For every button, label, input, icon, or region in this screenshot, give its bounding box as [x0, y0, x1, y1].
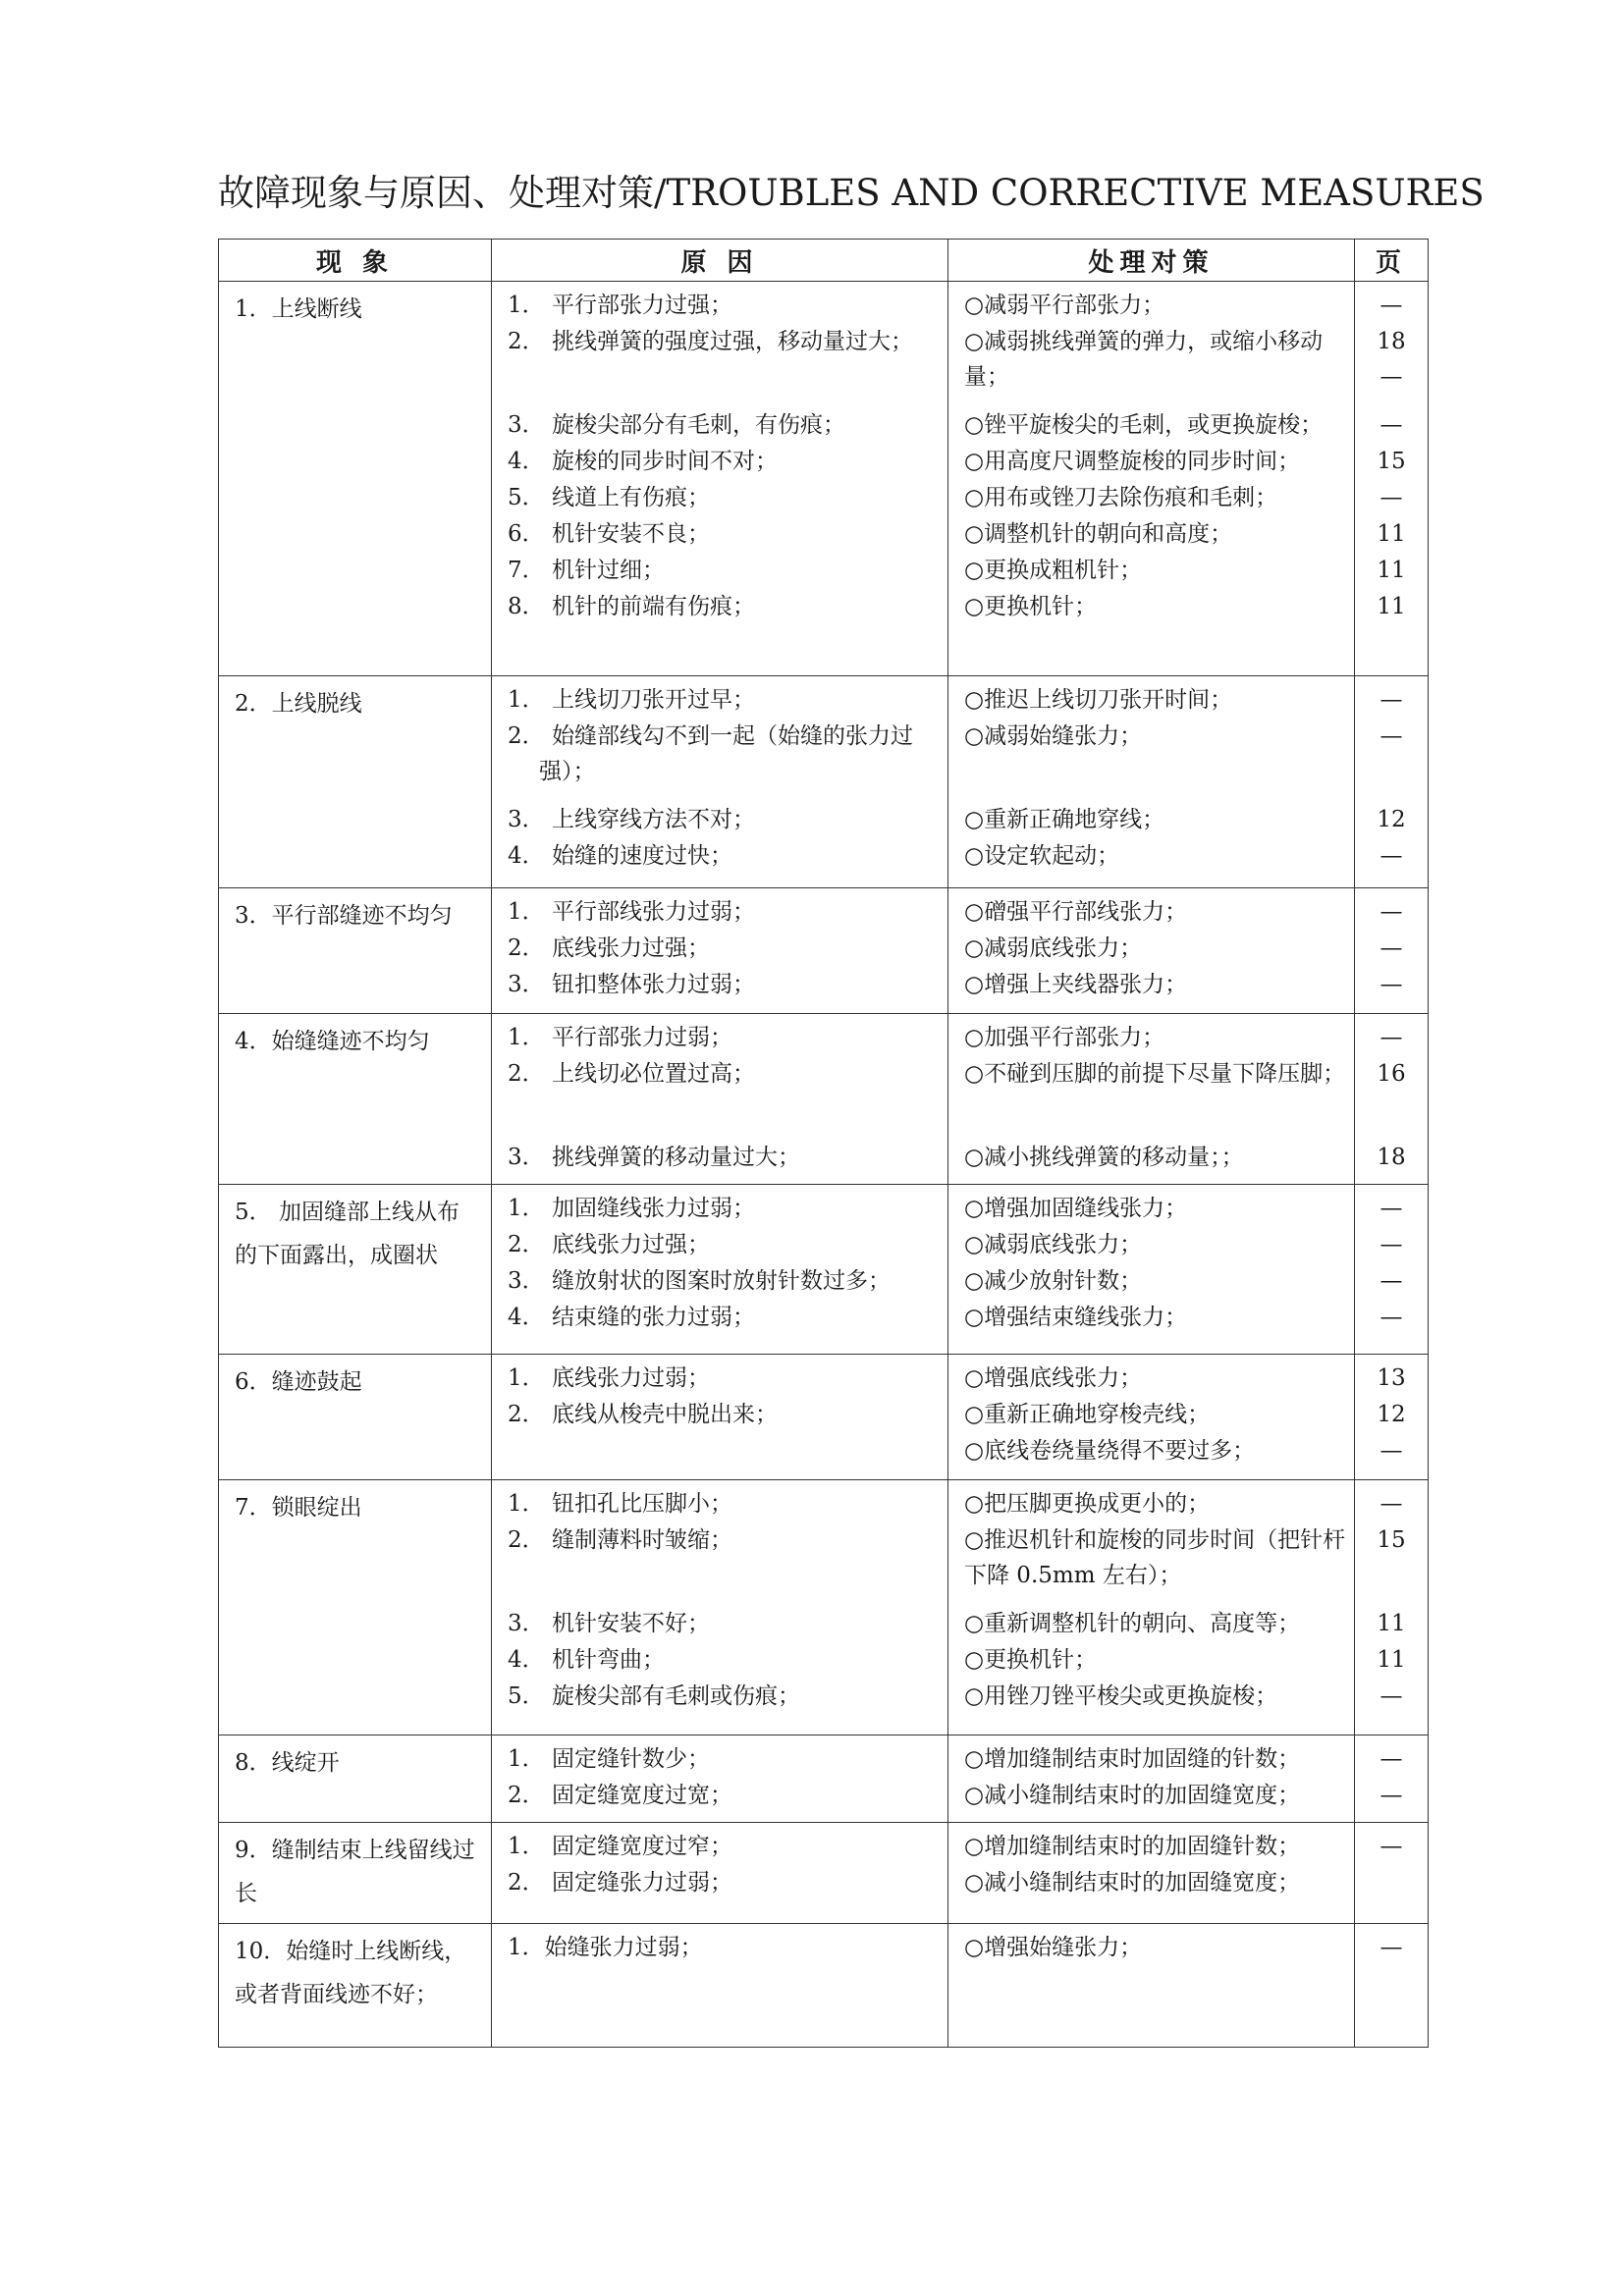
measure-item: ○减弱平行部张力； [964, 293, 1165, 318]
page-ref: — [1380, 293, 1403, 318]
page-ref: — [1380, 1268, 1403, 1294]
measure-cell [948, 1185, 1355, 1355]
phenomenon-cell [219, 1185, 492, 1355]
page-ref: 15 [1377, 449, 1406, 474]
measure-item: ○重新正确地穿线； [964, 807, 1165, 832]
page-ref-item [1355, 589, 1428, 625]
page-ref: — [1380, 935, 1403, 961]
page-ref: — [1380, 485, 1403, 510]
page-cell [1355, 676, 1429, 888]
cause-item: 2． 固定缝宽度过宽； [508, 1783, 732, 1808]
measure-item: ○用高度尺调整旋梭的同步时间； [964, 449, 1301, 474]
measure-item: ○把压脚更换成更小的； [964, 1491, 1211, 1517]
page-title: 故障现象与原因、处理对策/TROUBLES AND CORRECTIVE MEASURES [218, 172, 1485, 214]
table-row [219, 1355, 1429, 1480]
measure-item: ○增强始缝张力； [964, 1935, 1143, 1960]
phenomenon-text: 7．锁眼绽出 [235, 1495, 362, 1521]
page-cell [1355, 1823, 1429, 1924]
page-ref-item [1355, 1140, 1428, 1176]
header-phenomenon: 现 象 [219, 240, 492, 282]
page-cell [1355, 1355, 1429, 1480]
page-ref-item [1355, 1829, 1428, 1865]
page-ref: — [1380, 1783, 1403, 1808]
phenomenon-cell [219, 1823, 492, 1924]
page-ref-item [1355, 1397, 1428, 1433]
page-ref: 11 [1377, 521, 1406, 547]
page-cell [1355, 888, 1429, 1014]
cause-cell [492, 888, 948, 1014]
page-ref-item [1355, 1191, 1428, 1227]
page-ref-item [1355, 1433, 1428, 1469]
table-row [219, 676, 1429, 888]
table-row [219, 1185, 1429, 1355]
measure-item: ○增加缝制结束时加固缝的针数； [964, 1746, 1301, 1772]
page-ref-item [1355, 1679, 1428, 1715]
page-ref-item [1355, 444, 1428, 480]
measure-item: ○更换机针； [964, 594, 1098, 619]
measure-item: ○锉平旋梭尖的毛刺，或更换旋梭； [964, 412, 1324, 438]
page-cell [1355, 1014, 1429, 1185]
page-ref-item [1355, 1056, 1428, 1140]
measure-item: ○重新调整机针的朝向、高度等； [964, 1611, 1301, 1636]
page-ref: 11 [1377, 1611, 1406, 1636]
page-ref: — [1380, 412, 1403, 438]
cause-item: 1． 上线切刀张开过早； [508, 687, 755, 713]
cause-item: 1． 平行部张力过强； [508, 293, 732, 318]
phenomenon-text: 5． 加固缝部上线从布的下面露出，成圈状 [235, 1200, 460, 1268]
cause-item: 2． 底线张力过强； [508, 1232, 710, 1257]
page-ref: 11 [1377, 558, 1406, 583]
measure-cell [948, 1480, 1355, 1735]
phenomenon-cell [219, 676, 492, 888]
page-ref: 11 [1377, 594, 1406, 619]
cause-item: 2． 底线张力过强； [508, 935, 710, 961]
measure-cell [948, 1355, 1355, 1480]
phenomenon-cell [219, 888, 492, 1014]
page-ref: 12 [1377, 1402, 1406, 1427]
cause-item: 1． 固定缝针数少； [508, 1746, 710, 1772]
measure-item: ○推迟机针和旋梭的同步时间（把针杆下降 0.5mm 左右）； [964, 1527, 1346, 1588]
page-ref-item [1355, 1263, 1428, 1300]
page-ref-item [1355, 553, 1428, 589]
cause-item: 3． 上线穿线方法不对； [508, 807, 755, 832]
cause-cell [492, 1924, 948, 2048]
table-row [219, 1924, 1429, 2048]
page-ref: 11 [1377, 1647, 1406, 1673]
cause-item: 4． 结束缝的张力过弱； [508, 1305, 755, 1330]
cause-item: 7． 机针过细； [508, 558, 665, 583]
page-ref: — [1380, 1305, 1403, 1330]
measure-item: ○用锉刀锉平梭尖或更换旋梭； [964, 1683, 1278, 1709]
cause-item: 1． 底线张力过弱； [508, 1365, 710, 1391]
measure-item: ○减少放射针数； [964, 1268, 1143, 1294]
page-ref-secondary: — [1380, 364, 1403, 390]
cause-item: 4． 始缝的速度过快； [508, 843, 732, 869]
page-ref-item [1355, 802, 1428, 838]
page-ref: 15 [1377, 1527, 1406, 1553]
page-ref: 18 [1377, 1145, 1406, 1170]
troubles-table [218, 239, 1429, 2048]
cause-item: 1． 平行部张力过弱； [508, 1025, 732, 1050]
page-ref: — [1380, 1834, 1403, 1859]
phenomenon-cell [219, 1014, 492, 1185]
page-ref-item [1355, 967, 1428, 1003]
phenomenon-text: 10．始缝时上线断线，或者背面线迹不好； [235, 1939, 467, 2007]
table-row [219, 1735, 1429, 1823]
cause-cell [492, 676, 948, 888]
page-ref-item [1355, 1227, 1428, 1263]
page-ref: — [1380, 723, 1403, 749]
page-ref-item [1355, 1486, 1428, 1522]
page-ref: — [1380, 843, 1403, 869]
measure-item: ○调整机针的朝向和高度； [964, 521, 1233, 547]
page-ref-item [1355, 516, 1428, 553]
page-ref: 12 [1377, 807, 1406, 832]
measure-item: ○重新正确地穿梭壳线； [964, 1402, 1211, 1427]
page-ref: — [1380, 1196, 1403, 1221]
measure-item: ○不碰到压脚的前提下尽量下降压脚； [964, 1061, 1346, 1087]
cause-item: 8． 机针的前端有伤痕； [508, 594, 755, 619]
cause-item: 6． 机针安装不良； [508, 521, 710, 547]
page-ref: — [1380, 1683, 1403, 1709]
page-ref-item [1355, 894, 1428, 931]
measure-item: ○减弱底线张力； [964, 935, 1143, 961]
measure-cell [948, 1823, 1355, 1924]
table-row [219, 1480, 1429, 1735]
measure-item: ○增加缝制结束时的加固缝针数； [964, 1834, 1301, 1859]
phenomenon-text: 1．上线断线 [235, 296, 362, 322]
page-ref-item [1355, 1300, 1428, 1336]
table-row [219, 1014, 1429, 1185]
cause-item: 3． 机针安装不好； [508, 1611, 710, 1636]
phenomenon-cell [219, 1480, 492, 1735]
page-ref-item [1355, 1606, 1428, 1642]
measure-item: ○减小缝制结束时的加固缝宽度； [964, 1870, 1301, 1896]
cause-item: 4． 机针弯曲； [508, 1647, 665, 1673]
header-page: 页 [1355, 240, 1429, 282]
measure-item: ○设定软起动； [964, 843, 1120, 869]
page-ref-item [1355, 1930, 1428, 1966]
page-ref-item [1355, 1642, 1428, 1679]
cause-item: 3． 挑线弹簧的移动量过大； [508, 1145, 800, 1170]
page-ref: — [1380, 687, 1403, 713]
cause-item: 1． 加固缝线张力过弱； [508, 1196, 755, 1221]
phenomenon-cell [219, 282, 492, 676]
phenomenon-cell [219, 1355, 492, 1480]
page-ref: 13 [1377, 1365, 1406, 1391]
cause-cell [492, 1355, 948, 1480]
page-ref-item [1355, 931, 1428, 967]
cause-item: 5． 旋梭尖部有毛刺或伤痕； [508, 1683, 800, 1709]
phenomenon-text: 3．平行部缝迹不均匀 [235, 903, 453, 929]
page-ref-item [1355, 407, 1428, 444]
header-measure: 处理对策 [948, 240, 1355, 282]
page-ref: 16 [1377, 1061, 1406, 1087]
measure-item: ○增强底线张力； [964, 1365, 1143, 1391]
table-row [219, 282, 1429, 676]
page-ref-item [1355, 682, 1428, 719]
page-ref-item [1355, 1522, 1428, 1606]
page-ref-item [1355, 1361, 1428, 1397]
cause-item: 3． 旋梭尖部分有毛刺，有伤痕； [508, 412, 845, 438]
measure-item: ○减小挑线弹簧的移动量；； [964, 1145, 1244, 1170]
table-header-row [219, 240, 1429, 282]
phenomenon-text: 9．缝制结束上线留线过长 [235, 1838, 475, 1906]
phenomenon-cell [219, 1924, 492, 2048]
cause-item: 1． 钮扣孔比压脚小； [508, 1491, 732, 1517]
phenomenon-text: 2．上线脱线 [235, 691, 362, 717]
cause-item: 2． 底线从梭壳中脱出来； [508, 1402, 778, 1427]
page-ref: — [1380, 1438, 1403, 1464]
measure-item: ○加强平行部张力； [964, 1025, 1165, 1050]
table-row [219, 888, 1429, 1014]
measure-item: ○更换成粗机针； [964, 558, 1143, 583]
cause-item: 2． 固定缝张力过弱； [508, 1870, 732, 1896]
page-ref: — [1380, 899, 1403, 925]
page-ref-item [1355, 838, 1428, 875]
page-cell [1355, 282, 1429, 676]
measure-item: ○磳强平行部线张力； [964, 899, 1188, 925]
page-ref-item [1355, 1741, 1428, 1778]
cause-item: 2． 缝制薄料时皱缩； [508, 1527, 732, 1553]
page-ref: — [1380, 1746, 1403, 1772]
measure-item: ○减小缝制结束时的加固缝宽度； [964, 1783, 1301, 1808]
measure-item: ○减弱始缝张力； [964, 723, 1143, 749]
cause-item: 3． 缝放射状的图案时放射针数过多； [508, 1268, 891, 1294]
cause-cell [492, 1014, 948, 1185]
cause-cell [492, 1735, 948, 1823]
page-ref: — [1380, 1935, 1403, 1960]
measure-item: ○增强上夹线器张力； [964, 972, 1188, 997]
cause-cell [492, 1480, 948, 1735]
cause-item: 1． 固定缝宽度过窄； [508, 1834, 732, 1859]
page-ref-item [1355, 480, 1428, 516]
table-row [219, 1823, 1429, 1924]
measure-item: ○减弱底线张力； [964, 1232, 1143, 1257]
measure-item: ○用布或锉刀去除伤痕和毛刺； [964, 485, 1278, 510]
phenomenon-text: 6．缝迹鼓起 [235, 1369, 362, 1395]
cause-item: 2． 上线切必位置过高； [508, 1061, 755, 1087]
phenomenon-text: 8．线绽开 [235, 1750, 340, 1776]
page-cell [1355, 1735, 1429, 1823]
cause-item: 1． 平行部线张力过弱； [508, 899, 755, 925]
header-cause: 原 因 [492, 240, 948, 282]
measure-item: ○底线卷绕量绕得不要过多； [964, 1438, 1256, 1464]
measure-item: ○减弱挑线弹簧的弹力，或缩小移动量； [964, 329, 1324, 390]
page-ref-item [1355, 324, 1428, 407]
measure-cell [948, 282, 1355, 676]
page-ref-item [1355, 719, 1428, 802]
phenomenon-text: 4．始缝缝迹不均匀 [235, 1029, 430, 1054]
cause-cell [492, 1823, 948, 1924]
cause-item: 2． 挑线弹簧的强度过强，移动量过大； [508, 329, 913, 354]
cause-item: 5． 线道上有伤痕； [508, 485, 710, 510]
page-cell [1355, 1185, 1429, 1355]
cause-item: 2． 始缝部线勾不到一起（始缝的张力过强）； [508, 723, 913, 784]
page-ref: — [1380, 972, 1403, 997]
measure-item: ○增强结束缝线张力； [964, 1305, 1188, 1330]
page-ref-item [1355, 1020, 1428, 1056]
measure-cell [948, 676, 1355, 888]
measure-item: ○更换机针； [964, 1647, 1098, 1673]
phenomenon-cell [219, 1735, 492, 1823]
page-ref: — [1380, 1491, 1403, 1517]
cause-cell [492, 1185, 948, 1355]
page-ref-item [1355, 288, 1428, 324]
measure-cell [948, 1014, 1355, 1185]
page-ref-item [1355, 1778, 1428, 1814]
measure-cell [948, 888, 1355, 1014]
cause-item: 3． 钮扣整体张力过弱； [508, 972, 755, 997]
measure-item: ○推迟上线切刀张开时间； [964, 687, 1233, 713]
cause-cell [492, 282, 948, 676]
page-ref: 18 [1377, 329, 1406, 354]
page-ref: — [1380, 1232, 1403, 1257]
measure-cell [948, 1924, 1355, 2048]
page-cell [1355, 1924, 1429, 2048]
measure-item: ○增强加固缝线张力； [964, 1196, 1188, 1221]
measure-cell [948, 1735, 1355, 1823]
page-ref: — [1380, 1025, 1403, 1050]
cause-item: 1．始缝张力过弱； [508, 1935, 703, 1960]
page-cell [1355, 1480, 1429, 1735]
cause-item: 4． 旋梭的同步时间不对； [508, 449, 778, 474]
